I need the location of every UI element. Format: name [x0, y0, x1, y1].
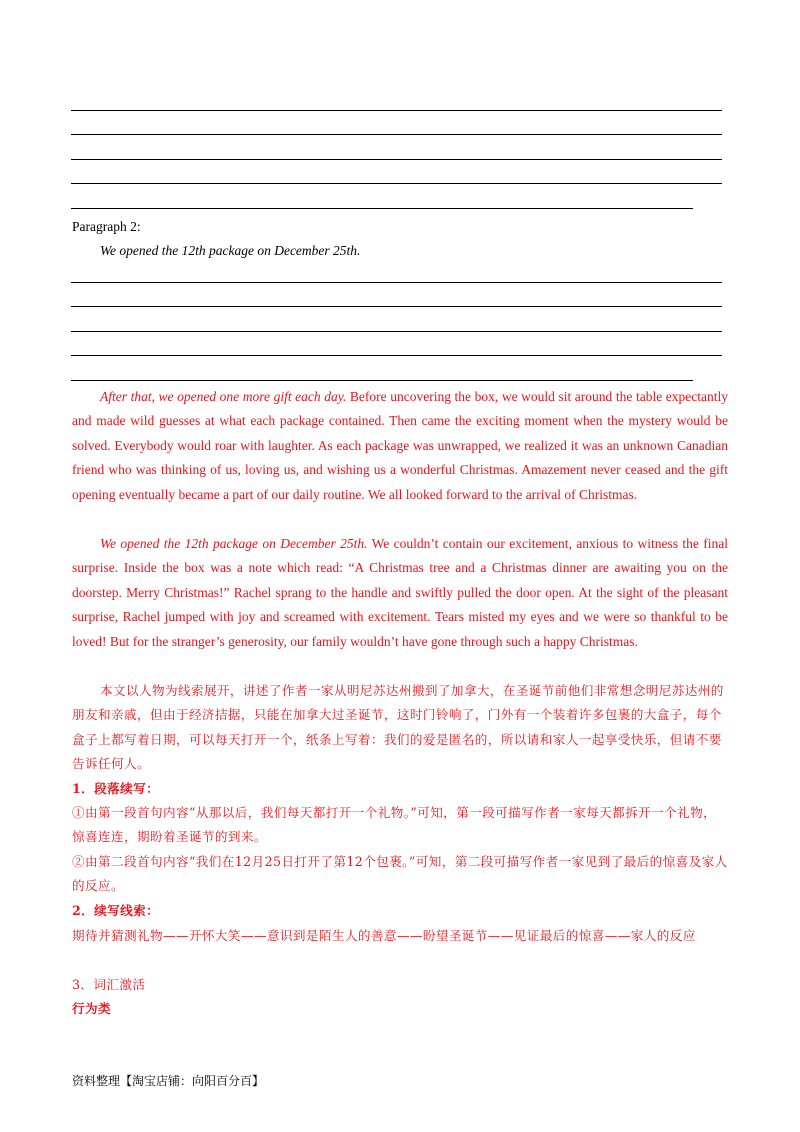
section1-item2: ②由第二段首句内容“我们在12月25日打开了第12个包裹。”可知，第二段可描写作者一家见到了最后的惊喜及家人的反应。: [72, 854, 728, 894]
paragraph2-prompt: We opened the 12th package on December 25th.: [100, 243, 361, 258]
writing-line: [71, 159, 722, 160]
essay-paragraph-1: [72, 385, 728, 507]
section2-text: 期待并猜测礼物——开怀大笑——意识到是陌生人的善意——盼望圣诞节——见证最后的惊喜——家人的反应: [72, 928, 696, 943]
writing-line: [71, 208, 693, 209]
section1-heading: 1．段落续写：: [72, 781, 160, 796]
writing-line: [71, 306, 722, 307]
essay-p1-lead: After that, we opened one more gift each day.: [100, 389, 347, 404]
writing-line: [71, 282, 722, 283]
section1-item1: ①由第一段首句内容“从那以后，我们每天都打开一个礼物。”可知，第一段可描写作者一家每天都拆开一个礼物，惊喜连连，期盼着圣诞节的到来。: [72, 805, 717, 845]
essay-p2-lead: We opened the 12th package on December 25th.: [100, 536, 368, 551]
essay-p2-body: We couldn’t contain our excitement, anxious to witness the final surprise. Inside the box was a note which read: “A Christmas tree and a Christmas dinner are awaiting you on the doorstep. Merry Christmas!” Rachel sprang to the handle and swiftly pulled the door open. At the sight of the pleasant surprise, Rachel jumped with joy and screamed with excitement. Tears misted my eyes and we were so thankful to be loved! But for the stranger’s generosity, our family wouldn’t have gone through such a happy Christmas.: [72, 536, 728, 649]
section3-heading: 3．词汇激活: [72, 977, 146, 992]
writing-line: [71, 355, 722, 356]
section3-sub: 行为类: [72, 1001, 111, 1016]
section2-heading: 2．续写线索：: [72, 903, 160, 918]
writing-line: [71, 380, 693, 381]
paragraph2-label: Paragraph 2:: [72, 219, 141, 234]
writing-line: [71, 110, 722, 111]
essay-paragraph-2: [72, 532, 728, 654]
essay-p1-body: Before uncovering the box, we would sit around the table expectantly and made wild guesses at what each package contained. Then came the exciting moment when the mystery would be solved. Everybody would roar with laughter. As each package was unwrapped, we realized it was an unknown Canadian friend who was thinking of us, loving us, and wishing us a wonderful Christmas. Amazement never ceased and the gift opening eventually became a part of our daily routine. We all looked forward to the arrival of Christmas.: [72, 389, 728, 502]
analysis-summary: 本文以人物为线索展开，讲述了作者一家从明尼苏达州搬到了加拿大，在圣诞节前他们非常想念明尼苏达州的朋友和亲戚，但由于经济拮据，只能在加拿大过圣诞节，这时门铃响了，门外有一个装着许多包裹的大盒子，每个盒子上都写着日期，可以每天打开一个，纸条上写着：我们的爱是匿名的，所以请和家人一起享受快乐，但请不要告诉任何人。: [72, 683, 724, 772]
writing-line: [71, 183, 722, 184]
writing-line: [71, 331, 722, 332]
writing-line: [71, 134, 722, 135]
footer-credit: 资料整理【淘宝店铺：向阳百分百】: [72, 1074, 265, 1088]
